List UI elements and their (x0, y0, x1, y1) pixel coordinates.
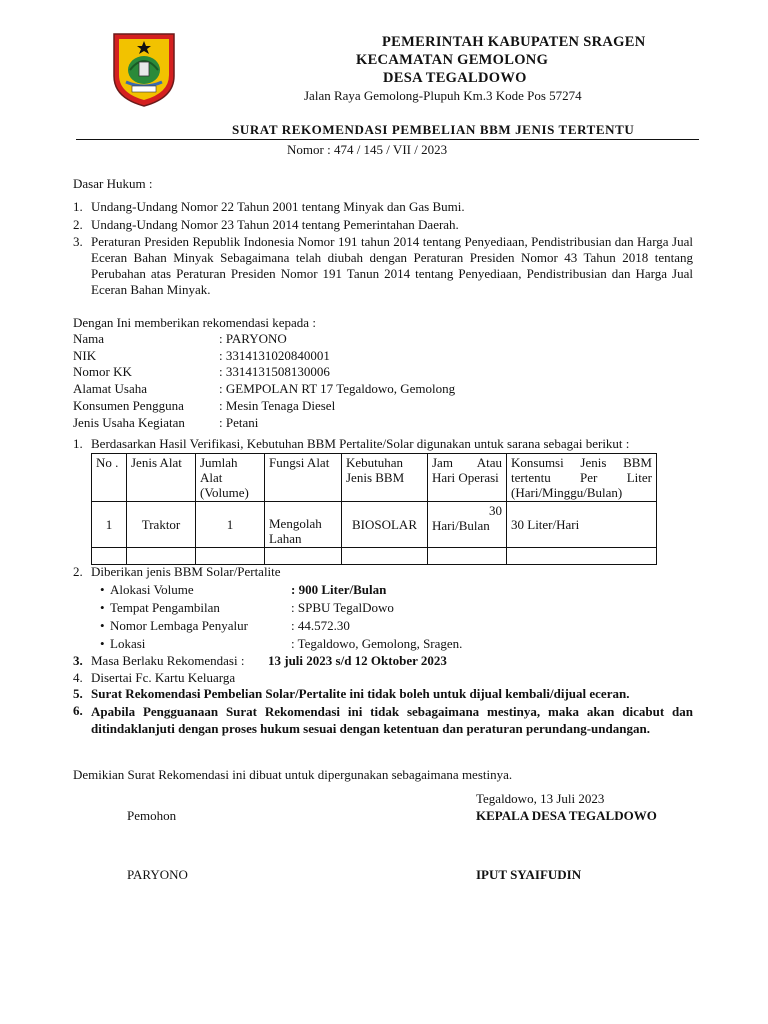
lokasi-value: : Tegaldowo, Gemolong, Sragen. (291, 636, 463, 651)
title-underline (76, 139, 699, 140)
lembaga-value: : 44.572.30 (291, 618, 350, 633)
point-5-text: Surat Rekomendasi Pembelian Solar/Pertalite ini tidak boleh untuk dijual kembali/dijual eceran. (91, 686, 630, 701)
legal-basis-number-3: 3. (73, 234, 83, 249)
tempat-value: : SPBU TegalDowo (291, 600, 394, 615)
table-cell-no: 1 (92, 502, 127, 548)
table-header-row (92, 454, 657, 502)
table-header-fungsi-alat: Fungsi Alat (265, 454, 342, 502)
table-cell-jam-value: 30 (489, 503, 502, 518)
table-header-konsumsi: Konsumsi Jenis BBM tertentu Per Liter (Hari/Minggu/Bulan) (507, 454, 657, 502)
header-village: DESA TEGALDOWO (383, 70, 527, 86)
field-label-konsumen: Konsumen Pengguna (73, 398, 184, 413)
table-cell-jenis-alat: Traktor (127, 502, 196, 548)
table-row (92, 502, 657, 548)
bullet-icon: • (100, 582, 105, 597)
point-2-heading: Diberikan jenis BBM Solar/Pertalite (91, 564, 281, 579)
field-label-jenis-usaha: Jenis Usaha Kegiatan (73, 415, 185, 430)
equipment-table (91, 453, 657, 565)
point-number-4: 4. (73, 670, 83, 685)
header-address: Jalan Raya Gemolong-Plupuh Km.3 Kode Pos 57274 (304, 88, 582, 103)
field-label-nomor-kk: Nomor KK (73, 364, 132, 379)
bullet-icon: • (100, 636, 105, 651)
point-number-5: 5. (73, 686, 83, 701)
place-date: Tegaldowo, 13 Juli 2023 (476, 791, 605, 806)
field-value-nama: : PARYONO (219, 331, 287, 346)
point-6-text: Apabila Pengguanaan Surat Rekomendasi ini tidak sebagaimana mestinya, maka akan dicabut dan ditindaklanjuti dengan proses hukum sesuai dengan ketentuan dan peraturan perundang-undangan. (91, 704, 693, 736)
legal-basis-item-3: Peraturan Presiden Republik Indonesia Nomor 191 tahun 2014 tentang Penyediaan, Pendistribusian dan Harga Jual Eceran Bahan Minyak Sebagaimana telah diubah dengan Peraturan Presiden Nomor 43 Tahun 2018 tentang Perubahan atas Peraturan Presiden Nomor 191 Tanun 2014 tentang Penyediaan, Pendistribusian dan Harga Jual Eceran Bahan Minyak. (91, 234, 693, 297)
closing-text: Demikian Surat Rekomendasi ini dibuat untuk dipergunakan sebagaimana mestinya. (73, 767, 513, 782)
field-value-nomor-kk: : 3314131508130006 (219, 364, 330, 379)
legal-basis-number-1: 1. (73, 199, 83, 214)
bullet-alokasi (100, 582, 194, 598)
field-label-alamat-usaha: Alamat Usaha (73, 381, 148, 396)
header-district: KECAMATAN GEMOLONG (356, 52, 549, 68)
table-header-jam-operasi: Jam Atau Hari Operasi (428, 454, 507, 502)
field-value-jenis-usaha: : Petani (219, 415, 259, 430)
bullet-lokasi (100, 636, 145, 652)
point-number-2: 2. (73, 564, 83, 579)
legal-basis-heading: Dasar Hukum : (73, 176, 153, 191)
legal-basis-item-2: Undang-Undang Nomor 23 Tahun 2014 tentang Pemerintahan Daerah. (91, 217, 459, 232)
sragen-regency-emblem (112, 32, 176, 108)
recommendation-intro: Dengan Ini memberikan rekomendasi kepada : (73, 315, 316, 330)
table-cell-jumlah: 1 (196, 502, 265, 548)
point-number-3: 3. (73, 653, 83, 668)
table-header-jumlah-alat: Jumlah Alat (Volume) (196, 454, 265, 502)
alokasi-label: Alokasi Volume (110, 582, 194, 597)
table-cell-jam-unit: Hari/Bulan (432, 518, 490, 533)
table-cell-fungsi: Mengolah Lahan (265, 502, 342, 548)
tempat-label: Tempat Pengambilan (110, 600, 220, 615)
table-cell-jam-operasi (428, 502, 507, 548)
alokasi-value: : 900 Liter/Bulan (291, 582, 387, 597)
village-head-role: KEPALA DESA TEGALDOWO (476, 808, 657, 823)
masa-berlaku-label: Masa Berlaku Rekomendasi : (91, 653, 245, 668)
bullet-icon: • (100, 600, 105, 615)
applicant-name: PARYONO (127, 867, 188, 882)
bullet-icon: • (100, 618, 105, 633)
field-value-nik: : 3314131020840001 (219, 348, 330, 363)
lembaga-label: Nomor Lembaga Penyalur (110, 618, 248, 633)
table-row-empty (92, 548, 657, 565)
field-label-nama: Nama (73, 331, 105, 346)
point-number-6: 6. (73, 703, 83, 718)
field-value-alamat-usaha: : GEMPOLAN RT 17 Tegaldowo, Gemolong (219, 381, 456, 396)
point-4-text: Disertai Fc. Kartu Keluarga (91, 670, 236, 685)
bullet-tempat (100, 600, 220, 616)
field-label-nik: NIK (73, 348, 97, 363)
lokasi-label: Lokasi (110, 636, 146, 651)
letter-number: Nomor : 474 / 145 / VII / 2023 (287, 142, 448, 157)
point-1-text: Berdasarkan Hasil Verifikasi, Kebutuhan BBM Pertalite/Solar digunakan untuk sarana sebagai berikut : (91, 436, 630, 451)
header-government: PEMERINTAH KABUPATEN SRAGEN (382, 34, 646, 50)
legal-basis-number-2: 2. (73, 217, 83, 232)
table-cell-konsumsi: 30 Liter/Hari (507, 502, 657, 548)
table-cell-bbm: BIOSOLAR (342, 502, 428, 548)
point-number-1: 1. (73, 436, 83, 451)
masa-berlaku-value: 13 juli 2023 s/d 12 Oktober 2023 (268, 653, 447, 668)
village-head-name: IPUT SYAIFUDIN (476, 867, 582, 882)
legal-basis-item-1: Undang-Undang Nomor 22 Tahun 2001 tentang Minyak dan Gas Bumi. (91, 199, 465, 214)
field-value-konsumen: : Mesin Tenaga Diesel (219, 398, 336, 413)
table-header-kebutuhan-bbm: Kebutuhan Jenis BBM (342, 454, 428, 502)
letter-title: SURAT REKOMENDASI PEMBELIAN BBM JENIS TERTENTU (232, 122, 635, 137)
table-header-jenis-alat: Jenis Alat (127, 454, 196, 502)
table-header-no: No . (92, 454, 127, 502)
bullet-lembaga (100, 618, 248, 634)
applicant-role: Pemohon (127, 808, 177, 823)
